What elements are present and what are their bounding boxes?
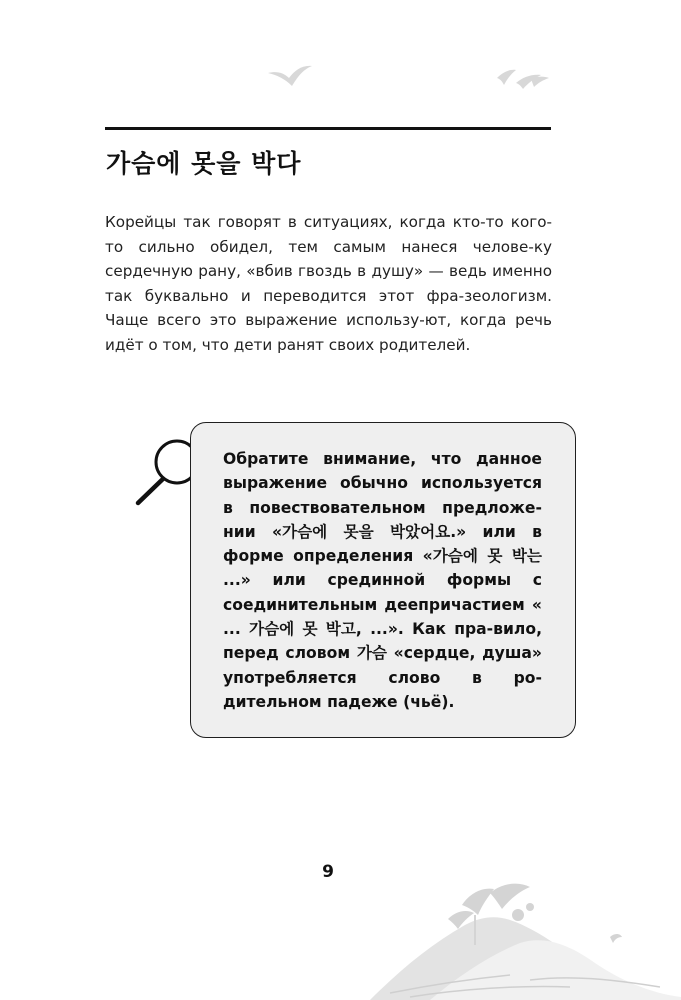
- body-paragraph: Корейцы так говорят в ситуациях, когда кто-то кого-то сильно обидел, тем самым нанеся челове-ку сердечную рану, «вбив гвоздь в душу» — ведь именно так буквально и переводится этот фра-зеологизм. Чаще всего это выражение использу-ют, когда речь идёт о том, что дети ранят своих родителей.: [105, 213, 552, 354]
- page-number: 9: [322, 862, 334, 882]
- page-title: 가슴에 못을 박다: [106, 149, 302, 178]
- note-text: Обратите внимание, что данное выражение обычно используется в повествовательном предложе-нии «가슴에 못을 박았어요.» или в форме определения «가슴에 못 박는 ...» или срединной формы с соединительным деепричастием « ... 가슴에 못 박고, ...». Как пра-вило, перед словом 가슴 «сердце, душа» употребляется слово в ро-дительном падеже (чьё).: [223, 450, 542, 711]
- landscape-icon: [370, 875, 681, 1000]
- birds-icon: [0, 0, 681, 110]
- title-divider: [105, 127, 551, 130]
